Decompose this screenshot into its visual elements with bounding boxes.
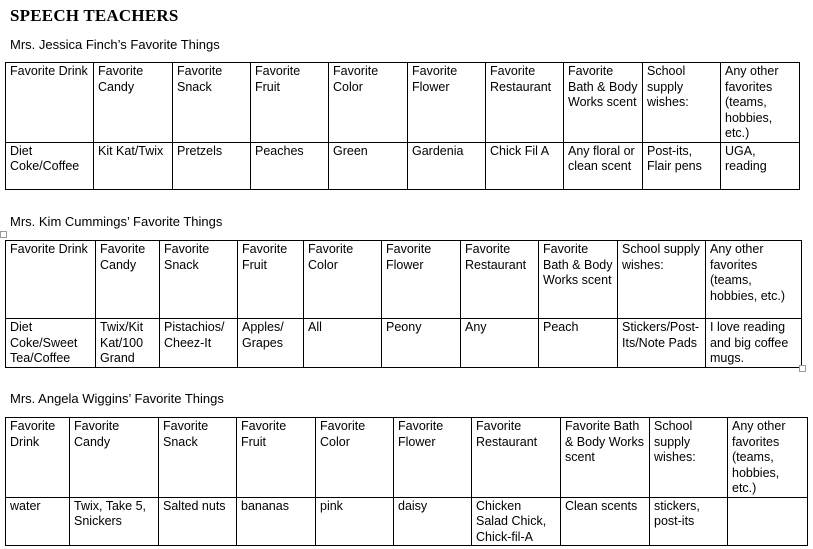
table-row (6, 319, 802, 368)
header-cell[interactable]: Favorite Snack (173, 63, 251, 143)
header-cell[interactable]: Favorite Color (304, 241, 382, 319)
page-title: SPEECH TEACHERS (10, 6, 179, 25)
value-cell[interactable]: I love reading and big coffee mugs. (706, 319, 802, 368)
value-cell[interactable]: Salted nuts (159, 497, 237, 546)
header-cell[interactable]: Favorite Restaurant (486, 63, 564, 143)
header-cell[interactable]: School supply wishes: (650, 418, 728, 498)
value-cell[interactable]: Pistachios/ Cheez-It (160, 319, 238, 368)
header-cell[interactable]: Favorite Flower (394, 418, 472, 498)
value-cell[interactable]: Twix/Kit Kat/100 Grand (96, 319, 160, 368)
header-cell[interactable]: Favorite Flower (382, 241, 461, 319)
header-cell[interactable]: Any other favorites (teams, hobbies, etc.) (706, 241, 802, 319)
value-cell[interactable]: Twix, Take 5, Snickers (70, 497, 159, 546)
header-cell[interactable]: Favorite Restaurant (461, 241, 539, 319)
value-cell[interactable]: bananas (237, 497, 316, 546)
value-cell[interactable]: Chick Fil A (486, 142, 564, 189)
table-row (6, 142, 800, 189)
header-cell[interactable]: Favorite Restaurant (472, 418, 561, 498)
value-cell[interactable]: Diet Coke/Sweet Tea/Coffee (6, 319, 96, 368)
table-row (6, 497, 808, 546)
header-cell[interactable]: Favorite Fruit (238, 241, 304, 319)
value-cell[interactable]: daisy (394, 497, 472, 546)
value-cell[interactable]: Diet Coke/Coffee (6, 142, 94, 189)
value-cell[interactable]: Clean scents (561, 497, 650, 546)
teacher-1-table (5, 62, 800, 190)
header-cell[interactable]: Favorite Snack (160, 241, 238, 319)
table-resize-handle[interactable] (799, 365, 806, 372)
table-header-row (6, 241, 802, 319)
header-cell[interactable]: Favorite Flower (408, 63, 486, 143)
header-cell[interactable]: Favorite Snack (159, 418, 237, 498)
header-cell[interactable]: Favorite Candy (94, 63, 173, 143)
value-cell[interactable]: Peaches (251, 142, 329, 189)
header-cell[interactable]: Any other favorites (teams, hobbies, etc.) (728, 418, 808, 498)
value-cell[interactable] (728, 497, 808, 546)
value-cell[interactable]: water (6, 497, 70, 546)
value-cell[interactable]: Post-its, Flair pens (643, 142, 721, 189)
table-header-row (6, 418, 808, 498)
value-cell[interactable]: Green (329, 142, 408, 189)
value-cell[interactable]: Stickers/Post-Its/Note Pads (618, 319, 706, 368)
header-cell[interactable]: Favorite Bath & Body Works scent (561, 418, 650, 498)
header-cell[interactable]: Favorite Drink (6, 63, 94, 143)
value-cell[interactable]: All (304, 319, 382, 368)
header-cell[interactable]: School supply wishes: (618, 241, 706, 319)
header-cell[interactable]: Favorite Candy (70, 418, 159, 498)
value-cell[interactable]: UGA, reading (721, 142, 800, 189)
header-cell[interactable]: Favorite Bath & Body Works scent (564, 63, 643, 143)
header-cell[interactable]: Any other favorites (teams, hobbies, etc.) (721, 63, 800, 143)
header-cell[interactable]: Favorite Candy (96, 241, 160, 319)
teacher-2-table (5, 240, 802, 368)
header-cell[interactable]: Favorite Drink (6, 418, 70, 498)
table-move-handle[interactable] (0, 231, 7, 238)
value-cell[interactable]: stickers, post-its (650, 497, 728, 546)
header-cell[interactable]: Favorite Drink (6, 241, 96, 319)
value-cell[interactable]: Kit Kat/Twix (94, 142, 173, 189)
teacher-1-heading: Mrs. Jessica Finch’s Favorite Things (10, 37, 220, 52)
header-cell[interactable]: School supply wishes: (643, 63, 721, 143)
header-cell[interactable]: Favorite Fruit (237, 418, 316, 498)
value-cell[interactable]: Any floral or clean scent (564, 142, 643, 189)
teacher-3-table (5, 417, 808, 546)
teacher-3-heading: Mrs. Angela Wiggins’ Favorite Things (10, 391, 224, 406)
value-cell[interactable]: Chicken Salad Chick, Chick-fil-A (472, 497, 561, 546)
value-cell[interactable]: Peach (539, 319, 618, 368)
table-header-row (6, 63, 800, 143)
header-cell[interactable]: Favorite Color (316, 418, 394, 498)
value-cell[interactable]: Peony (382, 319, 461, 368)
header-cell[interactable]: Favorite Bath & Body Works scent (539, 241, 618, 319)
value-cell[interactable]: Pretzels (173, 142, 251, 189)
teacher-2-heading: Mrs. Kim Cummings’ Favorite Things (10, 214, 223, 229)
value-cell[interactable]: pink (316, 497, 394, 546)
header-cell[interactable]: Favorite Fruit (251, 63, 329, 143)
header-cell[interactable]: Favorite Color (329, 63, 408, 143)
value-cell[interactable]: Any (461, 319, 539, 368)
value-cell[interactable]: Apples/ Grapes (238, 319, 304, 368)
value-cell[interactable]: Gardenia (408, 142, 486, 189)
